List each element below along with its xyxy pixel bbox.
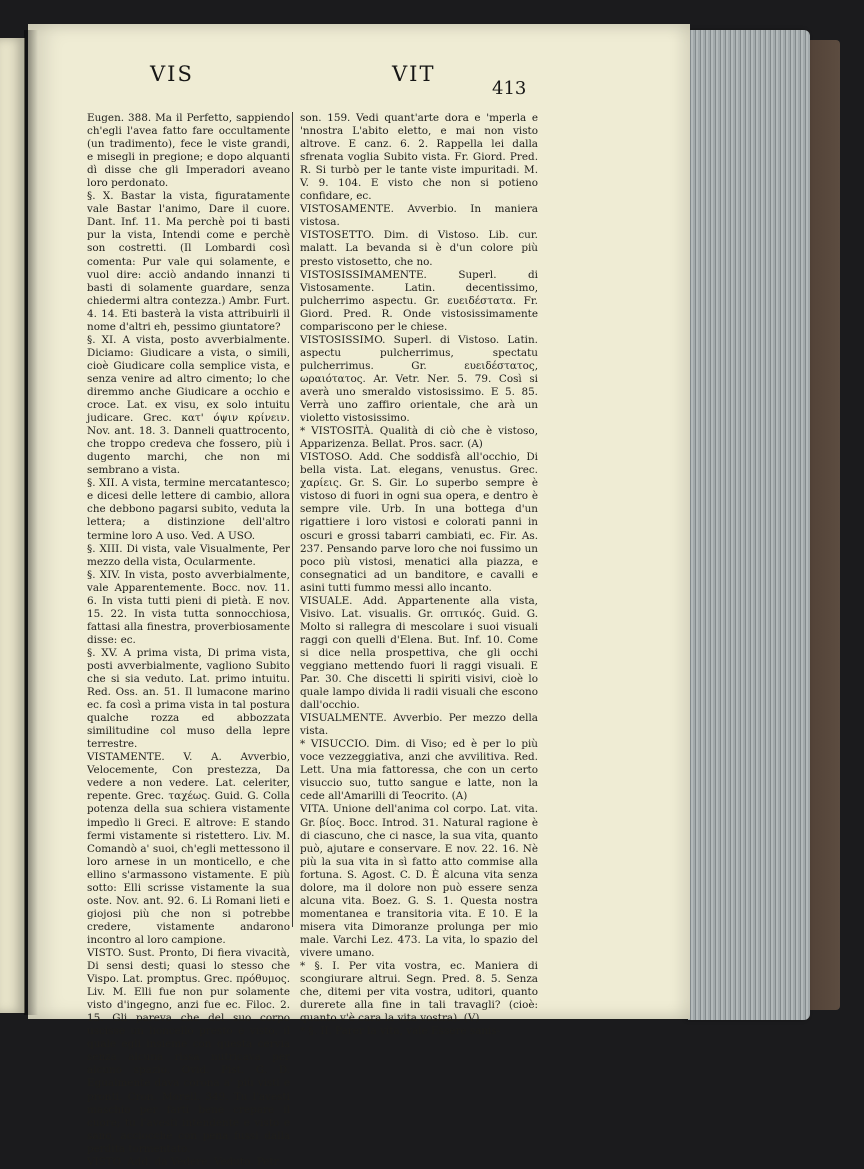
running-head-right: VIT (392, 62, 436, 86)
facing-page-edge (0, 38, 25, 1013)
column-rule (292, 112, 293, 927)
entry-paragraph: §. XV. A prima vista, Di prima vista, posti avverbialmente, vagliono Subito che si sia veduto. Lat. primo intuitu. Red. Oss. an. 51. Il lumacone marino ec. fa così a prima vista in tal postura qualche rozza ed abbozzata similitudine col muso della lepre terrestre. (87, 646, 290, 751)
entry-paragraph: VISTOSISSIMAMENTE. Superl. di Vistosamente. Latin. decentissimo, pulcherrimo aspectu. Gr. ευειδέστατα. Fr. Giord. Pred. R. Onde vistosissimamente compariscono per le chiese. (300, 268, 538, 333)
right-column (300, 112, 538, 1038)
entry-paragraph: §. XI. A vista, posto avverbialmente. Diciamo: Giudicare a vista, o simili, cioè Giudicare colla semplice vista, e senza venire ad altro cimento; lo che diremmo anche Giudicare a occhio e croce. Lat. ex visu, ex solo intuitu judicare. Grec. κατ' όψιν κρίνειν. Nov. ant. 18. 3. Danneli quattrocento, che troppo credeva che fossero, più i dugento marchi, che non mi sembrano a vista. (87, 333, 290, 477)
entry-paragraph: §. XIV. In vista, posto avverbialmente, vale Apparentemente. Bocc. nov. 11. 6. In vista tutti pieni di pietà. E nov. 15. 22. In vista tutta sonnocchiosa, fattasi alla finestra, proverbiosamente disse: ec. (87, 568, 290, 646)
entry-paragraph: VISTOSETTO. Dim. di Vistoso. Lib. cur. malatt. La bevanda si è d'un colore più presto vistosetto, che no. (300, 229, 538, 268)
entry-paragraph: VISTOSAMENTE. Avverbio. In maniera vistosa. (300, 203, 538, 229)
entry-paragraph: VISTO. Add. da Vedere. Veduto. Petr. (87, 1155, 281, 1168)
page-block-edge (688, 30, 810, 1020)
entry-paragraph: VISUALMENTE. Avverbio. Per mezzo della vista. (300, 712, 538, 738)
entry-paragraph: son. 159. Vedi quant'arte dora e 'mperla e 'nnostra L'abito eletto, e mai non visto altrove. E canz. 6. 2. Rappella lei dalla sfrenata voglia Subito vista. Fr. Giord. Pred. R. Si turbò per le tante viste impuritadi. M. V. 9. 104. E visto che non si potieno confidare, ec. (300, 112, 538, 203)
entry-paragraph: §. X. Bastar la vista, figuratamente vale Bastar l'animo, Dare il cuore. Dant. Inf. 11. Ma perchè poi ti basti pur la vista, Intendi come e perchè son costretti. (Il Lombardi così comenta: Pur vale qui solamente, e vuol dire: acciò andando innanzi ti basti di solamente guardare, senza chiedermi altra contezza.) Ambr. Furt. 4. 14. Eti basterà la vista attribuirli il nome d'altri eh, pessimo giuntatore? (87, 190, 290, 333)
entry-paragraph: VISTAMENTE. V. A. Avverbio, Velocemente, Con prestezza, Da vedere a non vedere. Lat. celeriter, repente. Grec. ταχέως. Guid. G. Colla potenza della sua schiera vistamente impedìo li Greci. E altrove: E stando fermi vistamente si ristettero. Liv. M. Comandò a' suoi, ch'egli mettessono il loro arnese in un monticello, e che ellino s'armassono vistamente. E più sotto: Elli scrisse vistamente la sua oste. Nov. ant. 92. 6. Li Romani lieti e giojosi più che non si potrebbe credere, vistamente andarono incontro al loro campione. (87, 751, 290, 946)
entry-paragraph: §. XIII. Di vista, vale Visualmente, Per mezzo della vista, Ocularmente. (87, 542, 290, 568)
running-head-left: VIS (150, 62, 194, 86)
entry-paragraph: Eugen. 388. Ma il Perfetto, sappiendo ch'egli l'avea fatto fare occultamente (un tradimento), fece le viste grandi, e misegli in pregione; e dopo alquanti dì disse che gli Imperadori aveano loro perdonato. (87, 112, 290, 190)
entry-paragraph: * VISUCCIO. Dim. di Viso; ed è per lo più voce vezzeggiativa, anzi che avvilitiva. Red. Lett. Una mia fattoressa, che con un certo visuccio suo, tutto sangue e latte, non la cede all'Amarilli di Teocrito. (A) (300, 738, 538, 803)
entry-paragraph: * §. I. Per vita vostra, ec. Maniera di scongiurare altrui. Segn. Pred. 8. 5. Senza che, ditemi per vita vostra, uditori, quanto durerete alla fine in tali travagli? (cioè: quanto v'è cara la vita vostra). (V) (300, 960, 538, 1025)
entry-paragraph: VISUALE. Add. Appartenente alla vista, Visivo. Lat. visualis. Gr. οπτικός. Guid. G. Molto si rallegra di mescolare i suoi visuali raggi con quelli d'Elena. But. Inf. 10. Come si dice nella prospettiva, che gli occhi veggiano mettendo fuori li raggi visuali. E Par. 30. Che discetti li spiriti visivi, cioè lo quale lampo divida li radii visuali che escono dall'occhio. (300, 594, 538, 712)
entry-paragraph: * VISTOSITÀ. Qualità di ciò che è vistoso, Apparizenza. Bellat. Pros. sacr. (A) (300, 425, 538, 451)
entry-paragraph: VISTO. Sust. Pronto, Di fiera vivacità, Di sensi desti; quasi lo stesso che Vispo. Lat. promptus. Grec. πρόθυμος. Liv. M. Elli fue non pur solamente visto d'ingegno, anzi fue ec. Filoc. 2. 15. Gli pareva che del suo corpo uscisse un lioncello presto e visto, il quale egli insieme con questa cervia senza alcuna rissa nutricava per alcuno spazio. Ovid. Pist. G. D. Egualmente dava corona a' più visti e pronti. Cron. Morell. 349. Tu l'avesti maschio per farti bene crepare il cuore; tu l'avesti intendente e visto e sano, acciocchè con pena fussi dalla perdita tormentato. (87, 947, 290, 1155)
gutter-shadow (24, 30, 38, 1015)
entry-paragraph: VISTOSO. Add. Che soddisfà all'occhio, Di bella vista. Lat. elegans, venustus. Grec. χαρίεις. Gr. S. Gir. Lo superbo sempre è vistoso di fuori in ogni sua opera, e dentro è sempre vile. Urb. In una bottega d'un rigattiere i loro vistosi e colorati panni in oscuri e grossi tabarri cambiati, ec. Fir. As. 237. Pensando parve loro che noi fussimo un poco più vistosi, menatici alla piazza, e consegnatici ad un banditore, e cavalli e asini tutti fummo messi allo incanto. (300, 451, 538, 594)
entry-paragraph: * §. II. Parer la vita, vale Essere sanis- (300, 1025, 501, 1038)
entry-paragraph: VISTOSISSIMO. Superl. di Vistoso. Latin. aspectu pulcherrimus, spectatu pulcherrimus. Gr. ευειδέστατος, ωραιότατος. Ar. Vetr. Ner. 5. 79. Così si averà uno smeraldo vistosissimo. E 5. 85. Verrà uno zaffiro orientale, che arà un violetto vistosissimo. (300, 333, 538, 425)
page-number: 413 (492, 78, 527, 99)
left-column (87, 112, 290, 1169)
entry-paragraph: §. XII. A vista, termine mercatantesco; e dicesi delle lettere di cambio, allora che debbono pagarsi subito, veduta la lettera; a distinzione dell'altro termine loro A uso. Ved. A USO. (87, 477, 290, 542)
entry-paragraph: VITA. Unione dell'anima col corpo. Lat. vita. Gr. βίος. Bocc. Introd. 31. Natural ragione è di ciascuno, che ci nasce, la sua vita, quanto può, ajutare e conservare. E nov. 22. 16. Nè più la sua vita in sì fatto atto commise alla fortuna. S. Agost. C. D. È alcuna vita senza dolore, ma il dolore non può essere senza alcuna vita. Boez. G. S. 1. Questa nostra momentanea e transitoria vita. E 10. E la misera vita Dimoranze prolunga per mio male. Varchi Lez. 473. La vita, lo spazio del vivere umano. (300, 803, 538, 959)
